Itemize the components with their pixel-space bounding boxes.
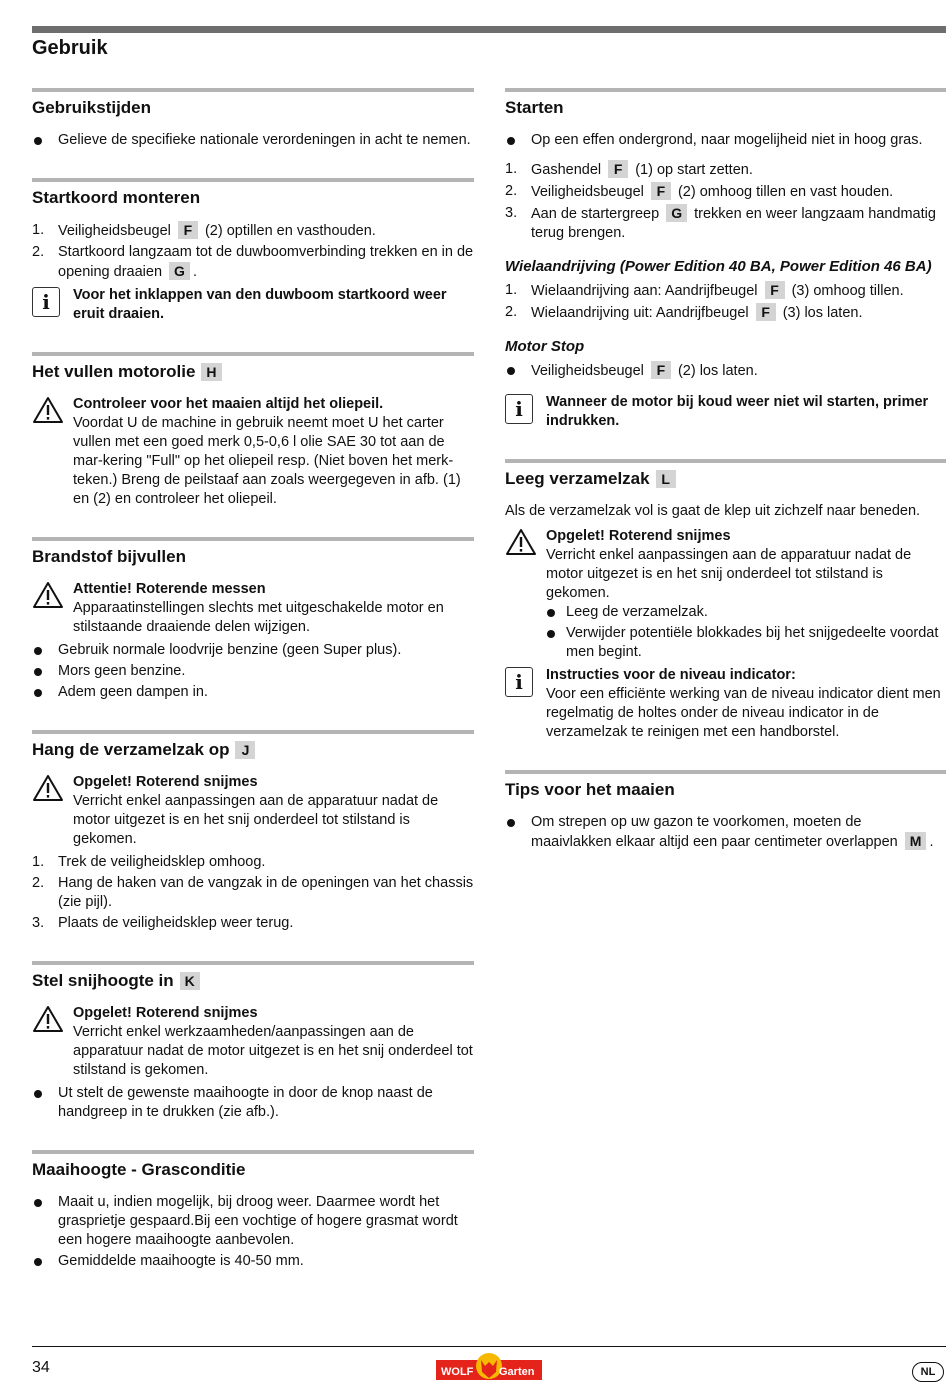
footer-rule — [32, 1346, 946, 1347]
section-snijhoogte — [32, 961, 474, 1122]
wolf-garten-logo — [436, 1352, 542, 1382]
list-item: 2. Hang de haken van de vangzak in de openingen van het chassis (zie pijl). — [32, 875, 474, 910]
list-item: 3. Plaats de veiligheidsklep weer terug. — [32, 915, 294, 931]
info-icon: i — [32, 287, 60, 317]
figure-ref: F — [608, 160, 628, 178]
list-item: 2. Wielaandrijving uit: Aandrijfbeugel F (3) los laten. — [505, 304, 863, 321]
figure-ref: F — [651, 182, 671, 200]
section-rule — [32, 537, 474, 541]
info-notice: i Voor het inklappen van den duwboom startkoord weer eruit draaien. — [32, 286, 474, 324]
section-grasconditie — [32, 1150, 474, 1271]
step-list — [505, 160, 946, 243]
section-title: Tips voor het maaien — [505, 780, 675, 799]
figure-ref: F — [178, 221, 198, 239]
list-item: Mors geen benzine. — [32, 662, 474, 681]
warning-notice: Attentie! Roterende messen Apparaatinstellingen slechts met uitgeschakelde motor en stilstaande draaiende delen wijzigen. — [32, 580, 474, 637]
list-item: Gemiddelde maaihoogte is 40-50 mm. — [32, 1252, 474, 1271]
figure-ref: G — [169, 262, 190, 280]
section-verzamelzak-op — [32, 730, 474, 933]
list-item: Maait u, indien mogelijk, bij droog weer. Daarmee wordt het grasprietje gespaard.Bij een vochtige of hogere grasmat wordt een hogere maaihoogte aanbevolen. — [32, 1193, 474, 1250]
warning-icon — [505, 528, 537, 556]
section-rule — [32, 1150, 474, 1154]
figure-ref: H — [201, 363, 221, 381]
list-item: Leeg de verzamelzak. — [546, 603, 946, 622]
section-rule — [32, 178, 474, 182]
bullet-list — [546, 603, 946, 662]
list-item: Gebruik normale loodvrije benzine (geen Super plus). — [32, 641, 474, 660]
step-list — [32, 221, 474, 282]
section-tips — [505, 770, 946, 852]
left-column — [32, 88, 474, 1299]
info-notice: i Instructies voor de niveau indicator: Voor een efficiënte werking van de niveau indicator dient men regelmatig de holtes onder de niveau indicator in de verzamelzak te reinigen met een handborstel. — [505, 666, 946, 742]
section-gebruikstijden — [32, 88, 474, 150]
warning-notice: Controleer voor het maaien altijd het oliepeil. Voordat U de machine in gebruik neemt moet U het carter vullen met een goed merk 0,5-0,6 l olie SAE 30 tot aan de mar-kering "Full" op het oliepeil resp. (Niet boven het merk-teken.) Breng de peilstaaf aan zoals weergegeven in afb. (1) en (2) en controleer het oliepeil. — [32, 395, 474, 509]
subsection-title: Wielaandrijving (Power Edition 40 BA, Power Edition 46 BA) — [505, 258, 932, 275]
right-column — [505, 88, 946, 880]
logo-wordmark-left: WOLF — [441, 1366, 474, 1378]
section-title: Starten — [505, 98, 564, 117]
section-title: Gebruikstijden — [32, 98, 152, 117]
figure-ref: J — [235, 741, 255, 759]
figure-ref: G — [666, 204, 687, 222]
section-rule — [505, 88, 946, 92]
section-leeg-verzamelzak — [505, 459, 946, 742]
page-number: 34 — [32, 1359, 50, 1376]
bullet-list — [505, 131, 946, 150]
bullet-list — [32, 1193, 474, 1271]
figure-ref: K — [180, 972, 200, 990]
section-rule — [505, 459, 946, 463]
section-motorolie — [32, 352, 474, 509]
bullet-list — [505, 361, 946, 381]
section-rule — [32, 961, 474, 965]
list-item: Adem geen dampen in. — [32, 683, 474, 702]
figure-ref: L — [656, 470, 676, 488]
bullet-list — [32, 131, 474, 150]
step-list — [505, 281, 946, 323]
section-title: Startkoord monteren — [32, 188, 201, 207]
list-item: 1. Trek de veiligheidsklep omhoog. — [32, 854, 266, 870]
list-item: 2. Startkoord langzaam tot de duwboomverbinding trekken en in de opening draaien G . — [32, 244, 474, 280]
list-item: Veiligheidsbeugel F (2) los laten. — [505, 361, 946, 381]
section-starten — [505, 88, 946, 431]
warning-icon — [32, 1005, 64, 1033]
section-rule — [32, 730, 474, 734]
section-title: Leeg verzamelzak L — [505, 468, 946, 490]
list-item: 1. Gashendel F (1) op start zetten. — [505, 161, 753, 178]
paragraph: Als de verzamelzak vol is gaat de klep uit zichzelf naar beneden. — [505, 503, 921, 519]
language-badge: NL — [912, 1362, 944, 1382]
list-item: Gelieve de specifieke nationale verordeningen in acht te nemen. — [32, 131, 474, 150]
warning-icon — [32, 581, 64, 609]
section-title: Maaihoogte - Grasconditie — [32, 1160, 246, 1179]
subsection-title: Motor Stop — [505, 338, 585, 355]
info-icon: i — [505, 394, 533, 424]
figure-ref: M — [905, 832, 927, 850]
warning-notice: Opgelet! Roterend snijmes Verricht enkel aanpassingen aan de apparatuur nadat de motor uitgezet is en het snij onderdeel tot stilstand is gekomen. Leeg de verzamelzak. Verwijder potentiële blokkades bij het snijgedeelte voordat men begint. — [505, 527, 946, 662]
bullet-list — [32, 1084, 474, 1122]
section-title: Het vullen motorolie H — [32, 361, 474, 383]
logo-wordmark-right: Garten — [499, 1366, 535, 1378]
list-item: 2. Veiligheidsbeugel F (2) omhoog tillen en vast houden. — [505, 183, 894, 200]
figure-ref: F — [765, 281, 785, 299]
warning-notice: Opgelet! Roterend snijmes Verricht enkel aanpassingen aan de apparatuur nadat de motor uitgezet is en het snij onderdeel tot stilstand is gekomen. — [32, 773, 474, 849]
bullet-list — [32, 641, 474, 702]
section-startkoord — [32, 178, 474, 324]
warning-icon — [32, 774, 64, 802]
warning-icon — [32, 396, 64, 424]
list-item: Op een effen ondergrond, naar mogelijheid niet in hoog gras. — [505, 131, 946, 150]
figure-ref: F — [756, 303, 776, 321]
figure-ref: F — [651, 361, 671, 379]
section-title: Hang de verzamelzak op J — [32, 739, 474, 761]
bullet-list — [505, 813, 946, 852]
list-item: 1. Veiligheidsbeugel F (2) optillen en vasthouden. — [32, 222, 376, 239]
section-rule — [32, 352, 474, 356]
info-notice: i Wanneer de motor bij koud weer niet wil starten, primer indrukken. — [505, 393, 946, 431]
step-list — [32, 853, 474, 933]
section-brandstof — [32, 537, 474, 702]
warning-notice: Opgelet! Roterend snijmes Verricht enkel werkzaamheden/aanpassingen aan de apparatuur nadat de motor uitgezet is en het snij onderdeel tot stilstand is gekomen. — [32, 1004, 474, 1080]
section-title: Brandstof bijvullen — [32, 547, 186, 566]
section-rule — [32, 88, 474, 92]
list-item: Verwijder potentiële blokkades bij het snijgedeelte voordat men begint. — [546, 624, 946, 662]
section-title: Stel snijhoogte in K — [32, 970, 474, 992]
section-rule — [505, 770, 946, 774]
list-item: Om strepen op uw gazon te voorkomen, moeten de maaivlakken elkaar altijd een paar centimeter overlappen M . — [505, 813, 946, 852]
list-item: 1. Wielaandrijving aan: Aandrijfbeugel F (3) omhoog tillen. — [505, 282, 904, 299]
list-item: Ut stelt de gewenste maaihoogte in door de knop naast de handgreep in te drukken (zie afb.). — [32, 1084, 474, 1122]
page-title: Gebruik — [32, 37, 108, 59]
list-item: 3. Aan de startergreep G trekken en weer langzaam handmatig terug brengen. — [505, 205, 936, 241]
info-icon: i — [505, 667, 533, 697]
header-rule — [32, 26, 946, 33]
